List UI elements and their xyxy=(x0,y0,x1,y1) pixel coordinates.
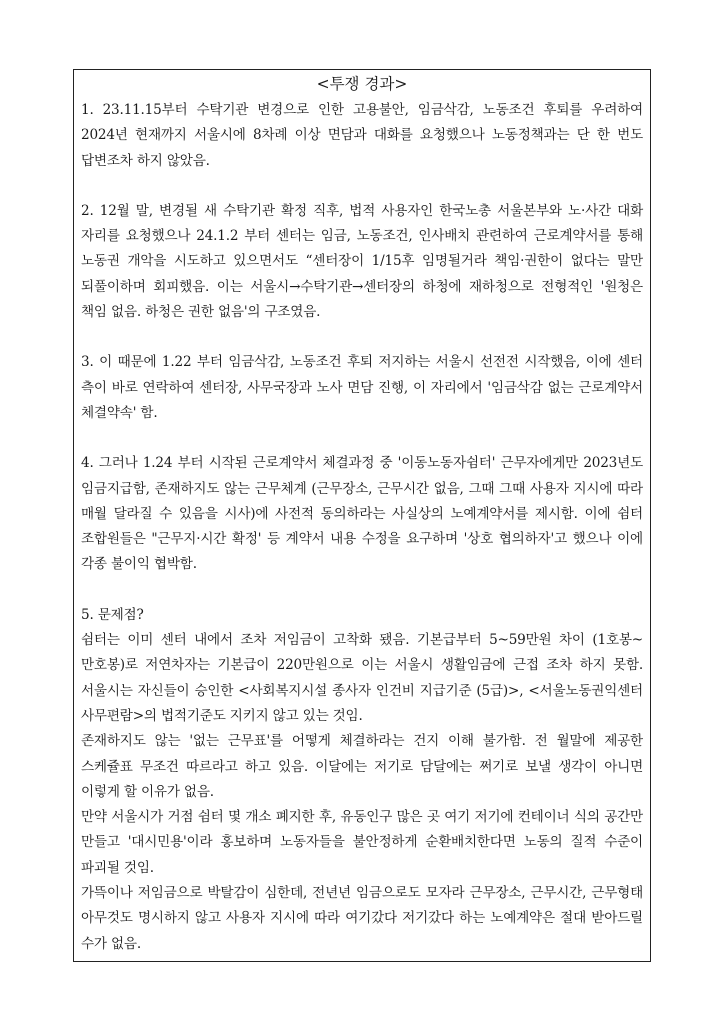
spacer xyxy=(81,578,643,603)
issues-heading: 5. 문제점? xyxy=(81,606,144,623)
issue-4: 가뜩이나 저임금으로 박탈감이 심한데, 전년년 임금으로도 모자라 근무장소, 근무시간, 근무형태 아무것도 명시하지 않고 사용자 지시에 따라 여기갔다 저기갔다 하는 노예계약은 절대 받아드릴 수가 없음. xyxy=(81,885,643,952)
spacer xyxy=(81,174,643,199)
spacer xyxy=(81,426,643,451)
item-4: 4. 그러나 1.24 부터 시작된 근로계약서 체결과정 중 '이동노동자쉼터' 근무자에게만 2023년도 임금지급함, 존재하지도 않는 근무체계 (근무장소, 근무시간 없음, 그때 그때 사용자 지시에 따라 매월 달라질 수 있음을 시사)에 사전적 동의하라는 사실상의 노예계약서를 제시함. 이에 쉼터 조합원들은 "근무지·시간 확정' 등 계약서 내용 수정을 요구하며 '상호 협의하자'고 했으나 이에 각종 불이익 협박함. xyxy=(81,455,643,573)
item-3: 3. 이 때문에 1.22 부터 임금삭감, 노동조건 후퇴 저지하는 서울시 선전전 시작했음, 이에 센터 측이 바로 연락하여 센터장, 사무국장과 노사 면담 진행, 이 자리에서 '임금삭감 없는 근로계약서 체결약속' 함. xyxy=(81,354,643,421)
item-1: 1. 23.11.15부터 수탁기관 변경으로 인한 고용불안, 임금삭감, 노동조건 후퇴를 우려하여 2024년 현재까지 서울시에 8차례 이상 면담과 대화를 요청했으나 노동정책과는 단 한 번도 답변조차 하지 않았음. xyxy=(81,102,643,169)
document-title: <투쟁 경과> xyxy=(316,75,408,93)
document-frame xyxy=(73,69,651,962)
issue-1: 쉼터는 이미 센터 내에서 조차 저임금이 고착화 됐음. 기본급부터 5~59만원 차이 (1호봉~만호봉)로 저연차자는 기본급이 220만원으로 이는 서울시 생활임금에 근접 조차 하지 못함. 서울시는 자신들이 승인한 <사회복지시설 종사자 인건비 지급기준 (5급)>, <서울노동권익센터 사무편람>의 법적기준도 지키지 않고 있는 것임. xyxy=(81,632,643,724)
issue-3: 만약 서울시가 거점 쉼터 몇 개소 폐지한 후, 유동인구 많은 곳 여기 저기에 컨테이너 식의 공간만 만들고 '대시민용'이라 홍보하며 노동자들을 불안정하게 순환배치한다면 노동의 질적 수준이 파괴될 것임. xyxy=(81,809,643,876)
issue-2: 존재하지도 않는 '없는 근무표'를 어떻게 체결하라는 건지 이해 불가함. 전 월말에 제공한 스케쥴표 무조건 따르라고 하고 있음. 이달에는 저기로 담달에는 쩌기로 보낼 생각이 아니면 이렇게 할 이유가 없음. xyxy=(81,733,643,800)
item-2: 2. 12월 말, 변경될 새 수탁기관 확정 직후, 법적 사용자인 한국노총 서울본부와 노·사간 대화 자리를 요청했으나 24.1.2 부터 센터는 임금, 노동조건, 인사배치 관련하여 근로계약서를 통해 노동권 개악을 시도하고 있으면서도 “센터장이 1/15후 임명될거라 책임·권한이 없다는 말만 되풀이하며 회피했음. 이는 서울시→수탁기관→센터장의 하청에 재하청으로 전형적인 '원청은 책임 없음. 하청은 권한 없음'의 구조였음. xyxy=(81,202,643,321)
spacer xyxy=(81,325,643,350)
